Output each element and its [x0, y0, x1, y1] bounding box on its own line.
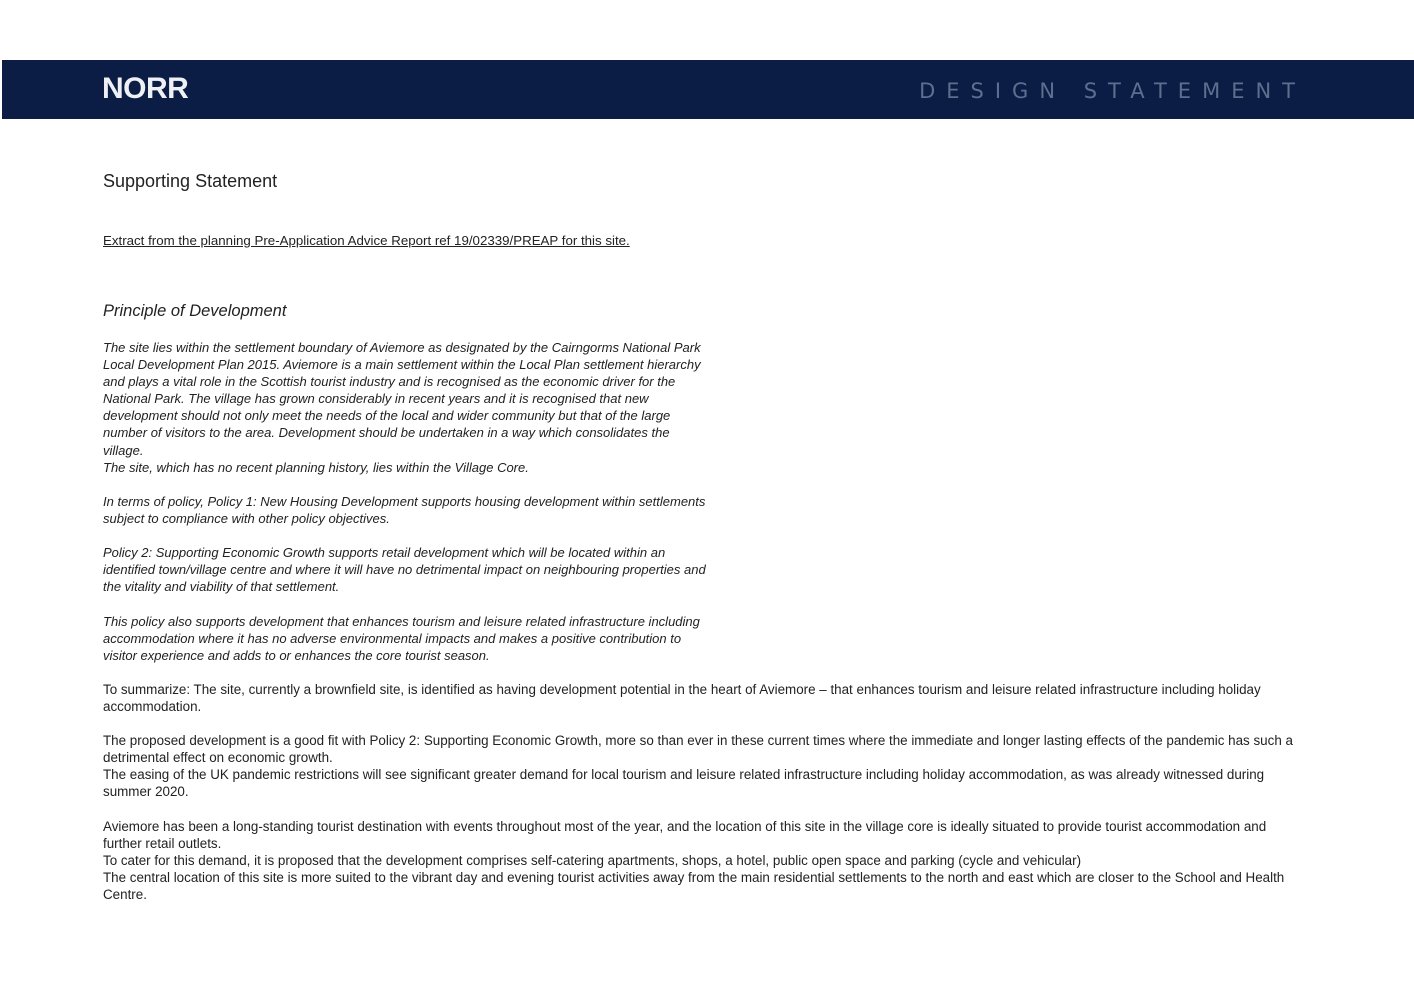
principle-of-development-heading: Principle of Development	[103, 302, 287, 320]
policy-paragraph: The site lies within the settlement boundary of Aviemore as designated by the Cairngorms National Park Local Development Plan 2015. Aviemore is a main settlement within the Local Plan settlement hierarchy and plays a vital role in the Scottish tourist industry and is recognised as the economic driver for the National Park. The village has grown considerably in recent years and it is recognised that new development should not only meet the needs of the local and wider community but that of the large number of visitors to the area. Development should be undertaken in a way which consolidates the village.	[103, 340, 701, 458]
header-title: DESIGN STATEMENT	[919, 79, 1306, 103]
section-title: Supporting Statement	[103, 171, 278, 191]
extract-reference-link[interactable]: Extract from the planning Pre-Application Advice Report ref 19/02339/PREAP for this site.	[103, 233, 630, 248]
norr-logo: NORR	[102, 72, 189, 105]
policy-paragraph: Policy 2: Supporting Economic Growth supports retail development which will be located within an identified town/village centre and where it will have no detrimental impact on neighbouring properties and the vitality and viability of that settlement.	[103, 545, 706, 595]
body-paragraph: Aviemore has been a long-standing tourist destination with events throughout most of the year, and the location of this site in the village core is ideally situated to provide tourist accommodation and further retail outlets.	[103, 819, 1267, 852]
body-paragraph: The proposed development is a good fit with Policy 2: Supporting Economic Growth, more so than ever in these current times where the immediate and longer lasting effects of the pandemic has such a detrimental effect on economic growth.	[103, 733, 1293, 766]
policy-paragraph: The site, which has no recent planning history, lies within the Village Core.	[103, 460, 529, 475]
body-paragraph: To summarize: The site, currently a brownfield site, is identified as having development potential in the heart of Aviemore – that enhances tourism and leisure related infrastructure including holiday accommodation.	[103, 682, 1261, 715]
body-paragraph: The easing of the UK pandemic restrictions will see significant greater demand for local tourism and leisure related infrastructure including holiday accommodation, as was already witnessed during summer 2020.	[103, 767, 1265, 800]
policy-paragraph: In terms of policy, Policy 1: New Housing Development supports housing development within settlements subject to compliance with other policy objectives.	[103, 494, 706, 527]
policy-paragraph: This policy also supports development that enhances tourism and leisure related infrastructure including accommodation where it has no adverse environmental impacts and makes a positive contribution to visitor experience and adds to or enhances the core tourist season.	[103, 614, 700, 664]
body-paragraph: The central location of this site is more suited to the vibrant day and evening tourist activities away from the main residential settlements to the north and east which are closer to the School and Health Centre.	[103, 870, 1285, 903]
body-paragraph: To cater for this demand, it is proposed that the development comprises self-catering apartments, shops, a hotel, public open space and parking (cycle and vehicular)	[103, 853, 1082, 868]
header-band	[2, 60, 1414, 119]
